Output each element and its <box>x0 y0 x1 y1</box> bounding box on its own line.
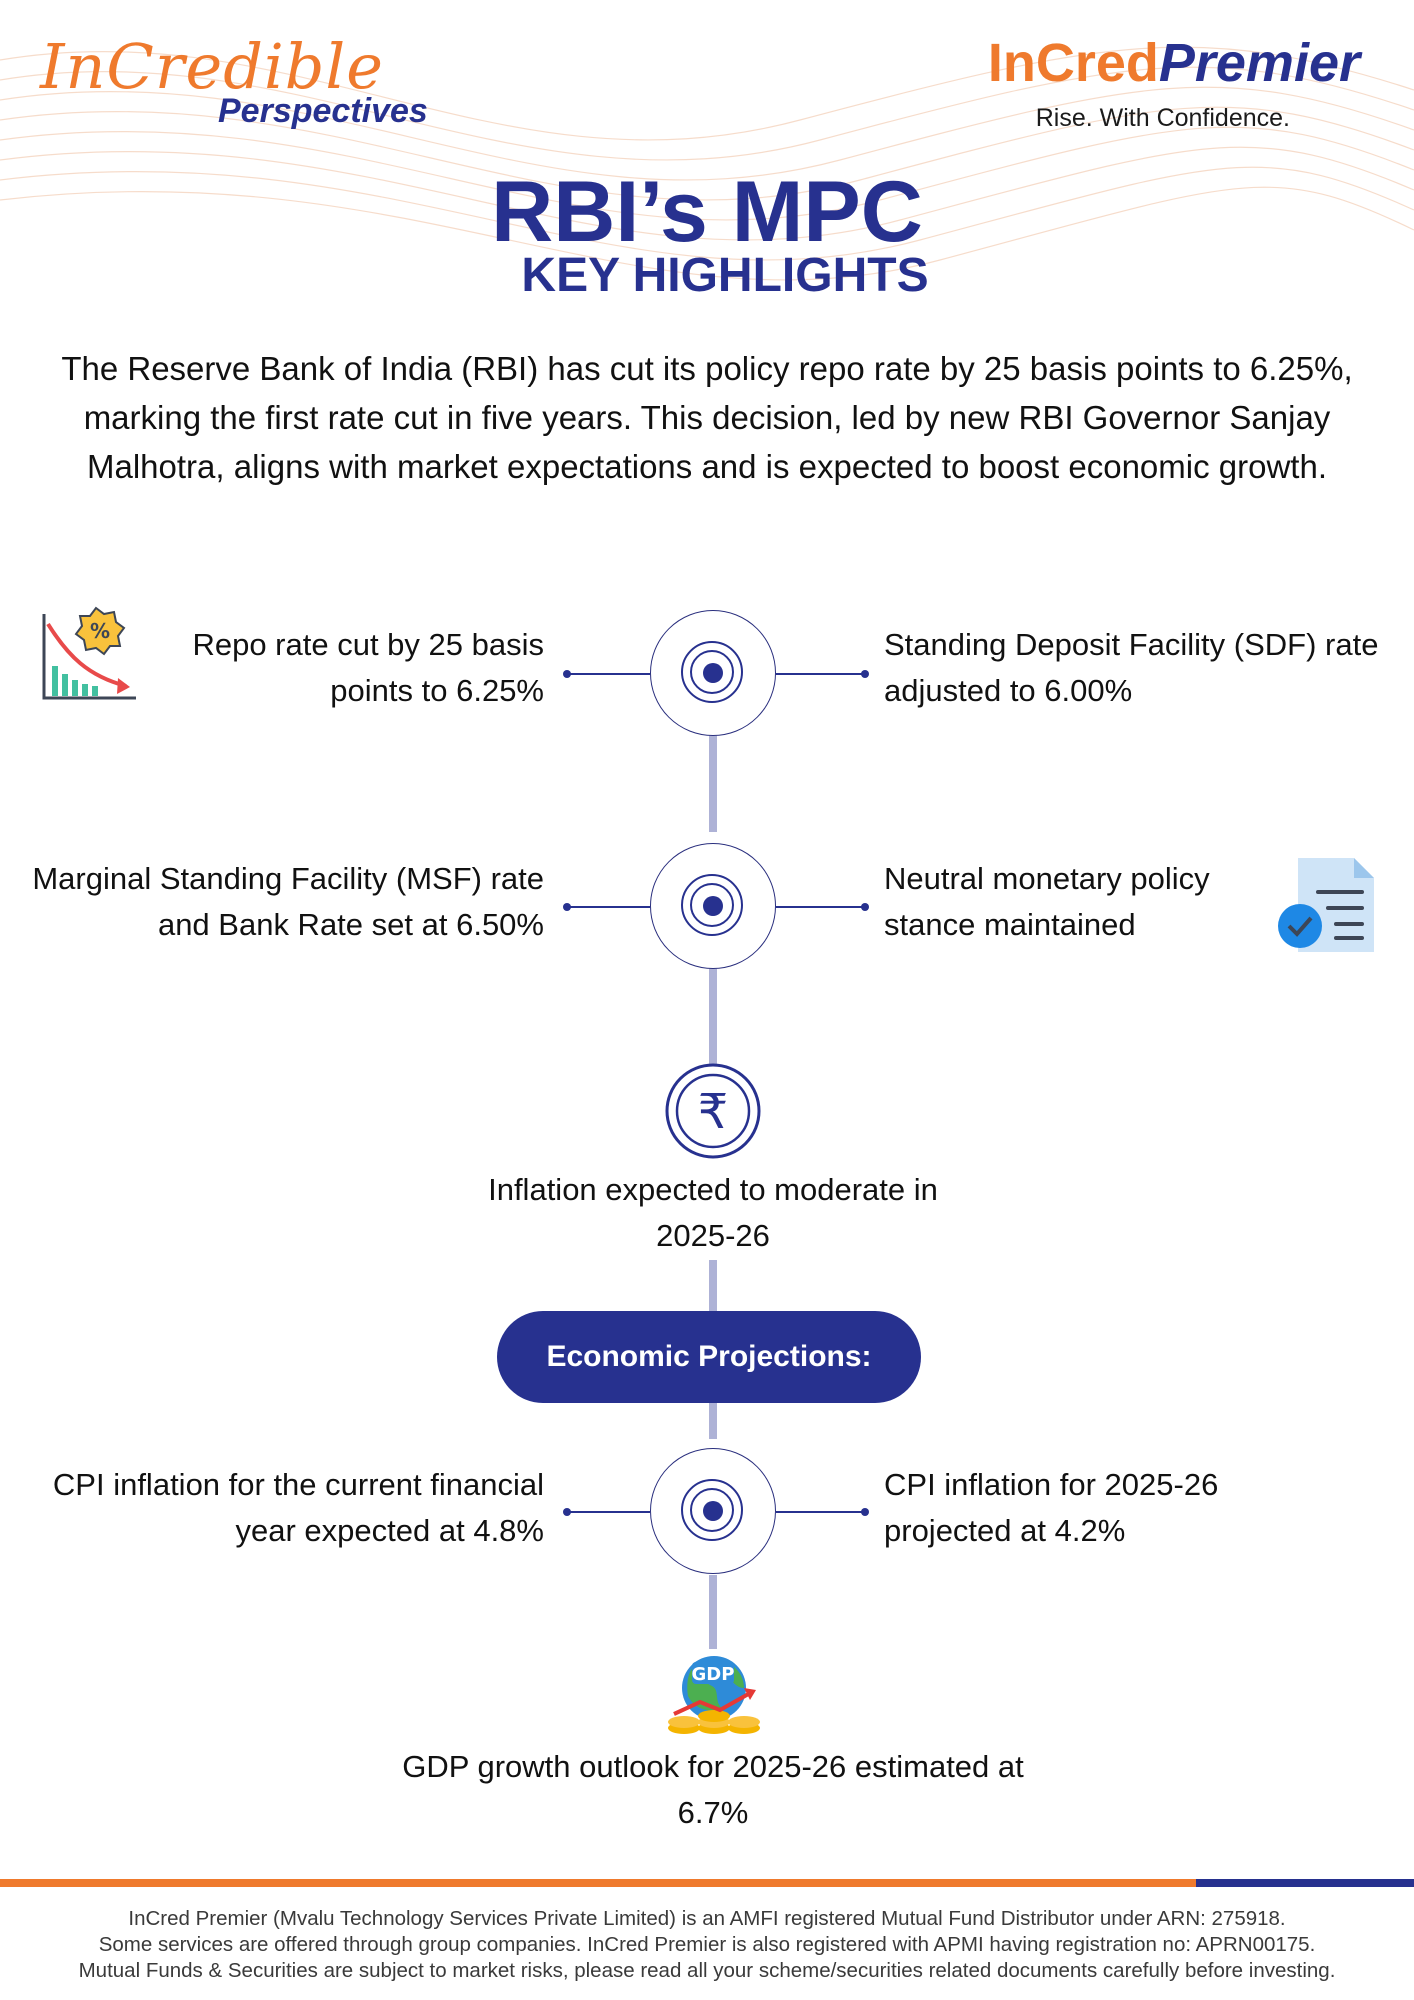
intro-paragraph: The Reserve Bank of India (RBI) has cut its policy repo rate by 25 basis points to 6.25%, marking the first rate cut in five years. This decision, led by new RBI Governor Sanjay Malhotra, aligns with market expectations and is expected to boost economic growth. <box>61 350 1353 485</box>
repo-rate-text: Repo rate cut by 25 basis points to 6.25% <box>192 627 544 708</box>
rupee-coin-icon <box>664 1062 762 1160</box>
cpi-next-text: CPI inflation for 2025-26 projected at 4.2% <box>884 1467 1219 1548</box>
inflation-text: Inflation expected to moderate in 2025-26 <box>488 1172 938 1253</box>
economic-projections-label: Economic Projections: <box>497 1311 921 1403</box>
footer-divider-navy <box>1196 1879 1414 1887</box>
incredible-perspectives-logo <box>40 30 460 140</box>
policy-stance-text: Neutral monetary policy stance maintained <box>884 861 1210 942</box>
svg-text:%: % <box>89 619 111 643</box>
connector-line <box>709 728 717 832</box>
connector-line <box>709 962 717 1070</box>
connector-line <box>709 1575 717 1649</box>
disclaimer-line-2: Some services are offered through group companies. InCred Premier is also registered with APMI having registration no: APRN00175. <box>98 1933 1316 1956</box>
tagline: Rise. With Confidence. <box>1035 104 1290 132</box>
logo-script-text: InCredible <box>40 30 384 103</box>
timeline-node <box>650 843 776 969</box>
connector-line <box>709 1260 717 1312</box>
connector-line <box>709 1403 717 1439</box>
incred-premier-logo <box>960 30 1380 140</box>
timeline-node <box>650 1448 776 1574</box>
timeline-node <box>650 610 776 736</box>
gdp-outlook-text: GDP growth outlook for 2025-26 estimated at 6.7% <box>402 1749 1024 1830</box>
svg-text:₹: ₹ <box>697 1084 729 1140</box>
document-check-icon <box>1276 856 1380 956</box>
logo-incred-text: InCred <box>987 33 1159 93</box>
disclaimer-line-3: Mutual Funds & Securities are subject to market risks, please read all your scheme/securities related documents carefully before investing. <box>78 1959 1336 1982</box>
sdf-rate-text: Standing Deposit Facility (SDF) rate adjusted to 6.00% <box>884 627 1379 708</box>
cpi-current-text: CPI inflation for the current financial year expected at 4.8% <box>52 1467 544 1548</box>
disclaimer-line-1: InCred Premier (Mvalu Technology Services Private Limited) is an AMFI registered Mutual Fund Distributor under ARN: 275918. <box>128 1907 1286 1930</box>
gdp-globe-icon <box>664 1652 762 1740</box>
page-title: RBI’s MPC <box>491 164 923 260</box>
page-subtitle: KEY HIGHLIGHTS <box>521 249 929 302</box>
msf-rate-text: Marginal Standing Facility (MSF) rate and Bank Rate set at 6.50% <box>32 861 544 942</box>
footer-divider-orange <box>0 1879 1196 1887</box>
logo-premier-text: Premier <box>1158 33 1360 93</box>
percent-down-chart-icon <box>38 606 142 706</box>
incred-premier-wordmark <box>988 32 1360 94</box>
disclaimer <box>10 1906 1404 1984</box>
logo-sub-text: Perspectives <box>218 92 428 130</box>
gdp-icon-label: GDP <box>691 1664 735 1685</box>
